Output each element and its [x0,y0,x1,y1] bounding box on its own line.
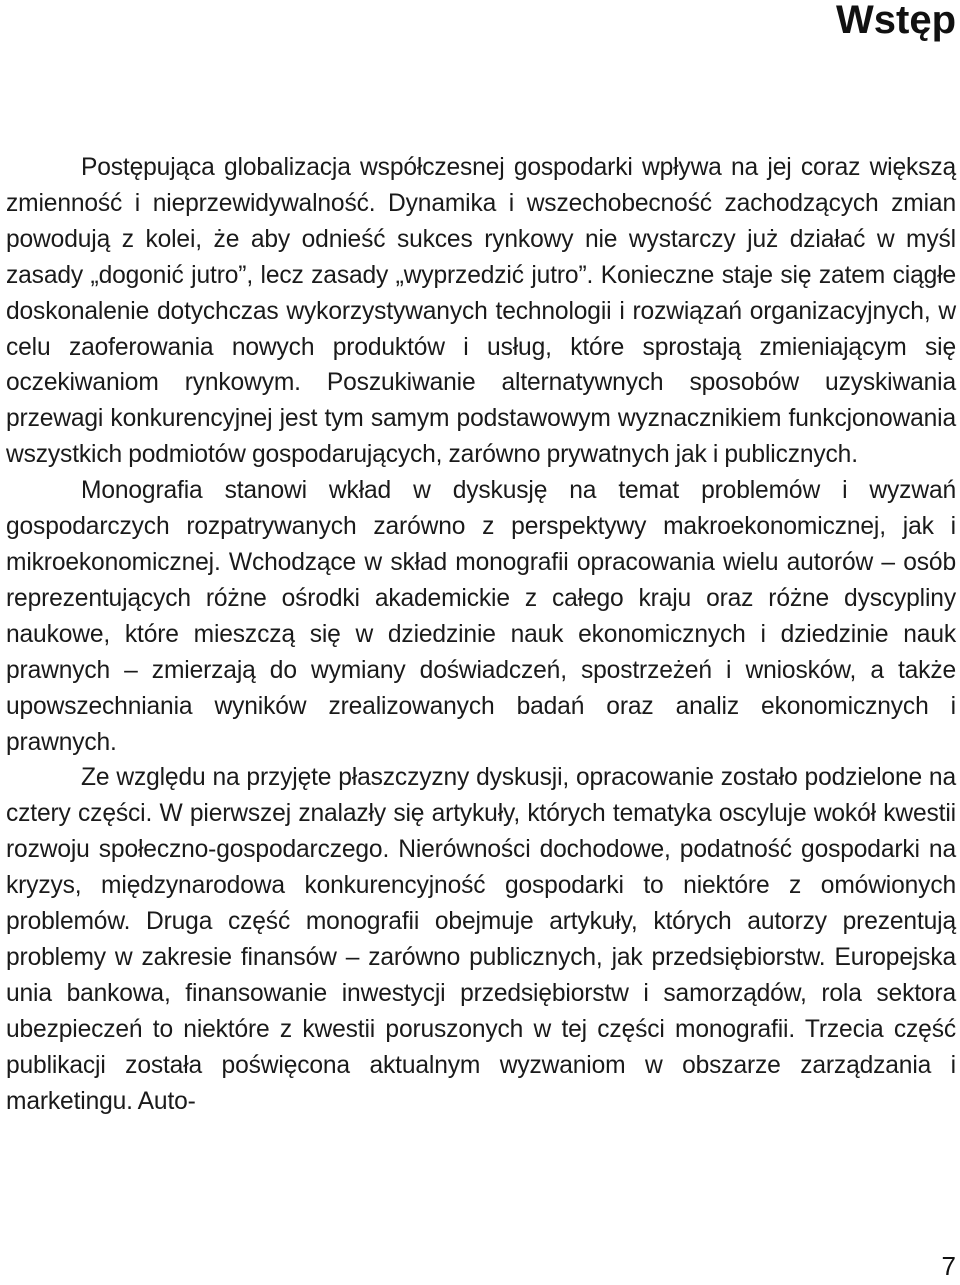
page-number: 7 [941,1251,956,1281]
paragraph-structure: Ze względu na przyjęte płaszczyzny dyskusji, opracowanie zostało podzielone na cztery części. W pierwszej znalazły się artykuły, których tematyka oscyluje wokół kwestii rozwoju społeczno-gospodarczego. Nierówności dochodowe, podatność gospodarki na kryzys, międzynarodowa konkurencyjność gospodarki to niektóre z omówionych problemów. Druga część monografii obejmuje artykuły, których autorzy prezentują problemy w zakresie finansów – zarówno publicznych, jak przedsiębiorstw. Europejska unia bankowa, finansowanie inwestycji przedsiębiorstw i samorządów, rola sektora ubezpieczeń to niektóre z kwestii poruszonych w tej części monografii. Trzecia część publikacji została poświęcona aktualnym wyzwaniom w obszarze zarządzania i marketingu. Auto- [6,764,956,1115]
paragraph-globalization: Postępująca globalizacja współczesnej gospodarki wpływa na jej coraz większą zmienność i nieprzewidywalność. Dynamika i wszechobecność zachodzących zmian powodują z kolei, że aby odnieść sukces rynkowy nie wystarczy już działać w myśl zasady „dogonić jutro”, lecz zasady „wyprzedzić jutro”. Konieczne staje się zatem ciągłe doskonalenie dotychczas wykorzystywanych technologii i rozwiązań organizacyjnych, w celu zaoferowania nowych produktów i usług, które sprostają zmieniającym się oczekiwaniom rynkowym. Poszukiwanie alternatywnych sposobów uzyskiwania przewagi konkurencyjnej jest tym samym podstawowym wyznacznikiem funkcjonowania wszystkich podmiotów gospodarujących, zarówno prywatnych jak i publicznych. [6,154,956,469]
body-text [6,150,956,1119]
page-title: Wstęp [836,0,956,42]
paragraph-monograph: Monografia stanowi wkład w dyskusję na temat problemów i wyzwań gospodarczych rozpatrywanych zarówno z perspektywy makroekonomicznej, jak i mikroekonomicznej. Wchodzące w skład monografii opracowania wielu autorów – osób reprezentujących różne ośrodki akademickie z całego kraju oraz różne dyscypliny naukowe, które mieszczą się w dziedzinie nauk ekonomicznych i dziedzinie nauk prawnych – zmierzają do wymiany doświadczeń, spostrzeżeń i wniosków, a także upowszechniania wyników zrealizowanych badań oraz analiz ekonomicznych i prawnych. [6,477,956,756]
